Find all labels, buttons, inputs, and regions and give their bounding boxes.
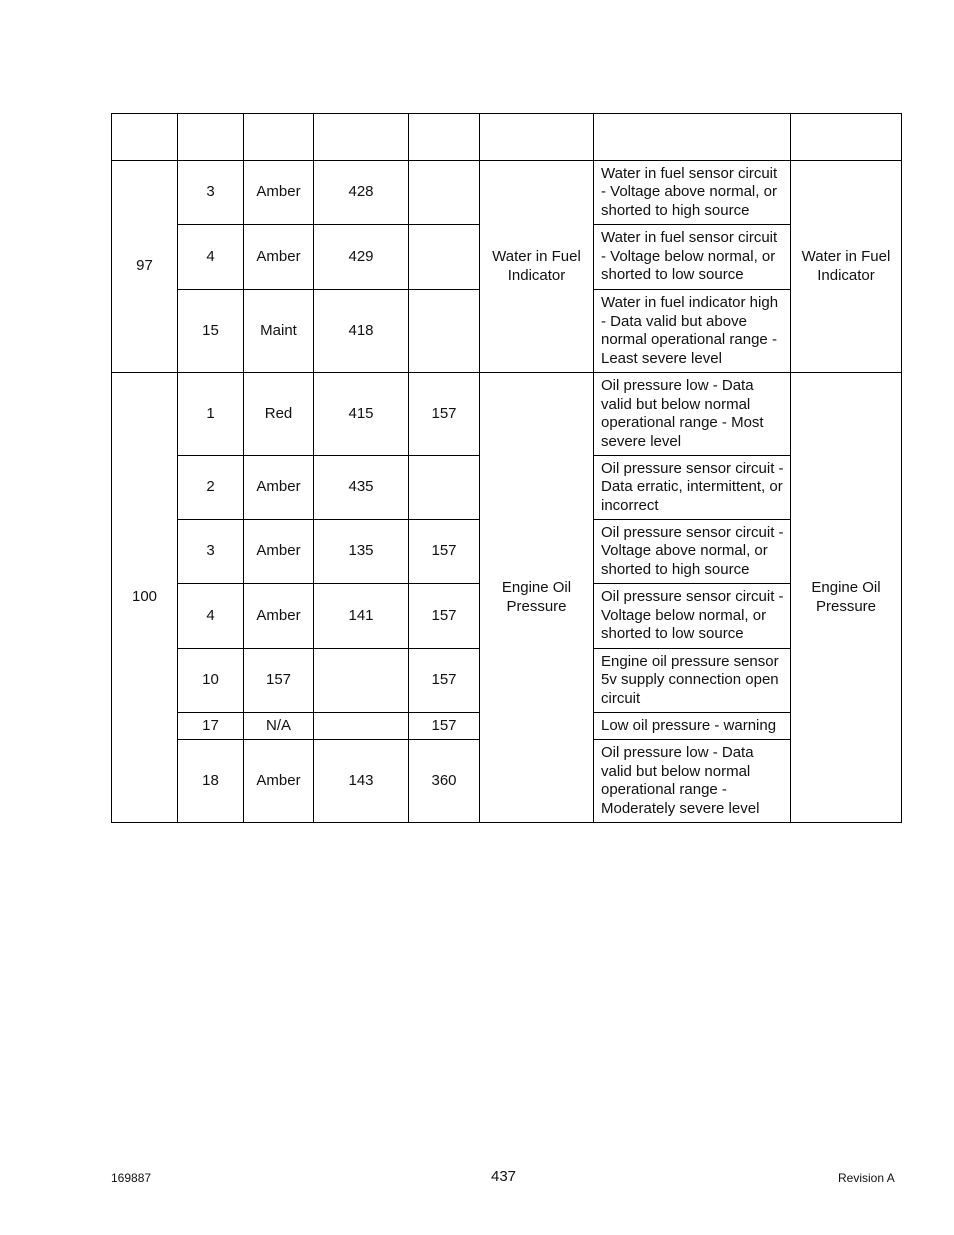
header-cell <box>480 114 594 161</box>
header-cell <box>112 114 178 161</box>
table-header-row <box>112 114 902 161</box>
fmi-cell: 4 <box>178 584 244 649</box>
code-a-cell: 143 <box>314 740 409 823</box>
code-b-cell <box>409 456 480 520</box>
code-a-cell <box>314 713 409 740</box>
header-cell <box>314 114 409 161</box>
lamp-cell: Amber <box>244 161 314 225</box>
table-row <box>112 161 902 225</box>
code-a-cell: 141 <box>314 584 409 649</box>
code-b-cell <box>409 290 480 373</box>
code-a-cell: 429 <box>314 225 409 290</box>
fmi-cell: 17 <box>178 713 244 740</box>
fmi-cell: 10 <box>178 649 244 713</box>
lamp-cell: Amber <box>244 225 314 290</box>
fmi-cell: 4 <box>178 225 244 290</box>
lamp-cell: Amber <box>244 456 314 520</box>
lamp-name-cell: Engine Oil Pressure <box>791 373 902 823</box>
spn-cell: 100 <box>112 373 178 823</box>
description-cell: Oil pressure low - Data valid but below normal operational range - Moderately severe level <box>594 740 791 823</box>
code-a-cell: 435 <box>314 456 409 520</box>
description-cell: Low oil pressure - warning <box>594 713 791 740</box>
fmi-cell: 18 <box>178 740 244 823</box>
component-name-cell: Engine Oil Pressure <box>480 373 594 823</box>
header-cell <box>244 114 314 161</box>
code-a-cell: 135 <box>314 520 409 584</box>
description-cell: Water in fuel indicator high - Data valid but above normal operational range - Least severe level <box>594 290 791 373</box>
code-b-cell <box>409 161 480 225</box>
fmi-cell: 15 <box>178 290 244 373</box>
code-b-cell: 157 <box>409 649 480 713</box>
header-cell <box>791 114 902 161</box>
lamp-cell: N/A <box>244 713 314 740</box>
spn-cell: 97 <box>112 161 178 373</box>
header-cell <box>409 114 480 161</box>
lamp-cell: Amber <box>244 520 314 584</box>
code-b-cell <box>409 225 480 290</box>
description-cell: Oil pressure sensor circuit - Voltage below normal, or shorted to low source <box>594 584 791 649</box>
lamp-cell: Amber <box>244 740 314 823</box>
description-cell: Oil pressure sensor circuit - Data erratic, intermittent, or incorrect <box>594 456 791 520</box>
header-cell <box>594 114 791 161</box>
code-b-cell: 157 <box>409 713 480 740</box>
code-a-cell: 418 <box>314 290 409 373</box>
code-a-cell: 428 <box>314 161 409 225</box>
code-b-cell: 157 <box>409 520 480 584</box>
code-b-cell: 157 <box>409 584 480 649</box>
footer-page-number: 437 <box>491 1168 517 1185</box>
fault-code-table <box>111 113 902 823</box>
code-a-cell: 415 <box>314 373 409 456</box>
lamp-name-cell: Water in Fuel Indicator <box>791 161 902 373</box>
description-cell: Engine oil pressure sensor 5v supply connection open circuit <box>594 649 791 713</box>
fmi-cell: 3 <box>178 161 244 225</box>
lamp-cell: Amber <box>244 584 314 649</box>
header-cell <box>178 114 244 161</box>
fmi-cell: 1 <box>178 373 244 456</box>
lamp-cell: 157 <box>244 649 314 713</box>
code-b-cell: 157 <box>409 373 480 456</box>
description-cell: Water in fuel sensor circuit - Voltage above normal, or shorted to high source <box>594 161 791 225</box>
footer-doc-number: 169887 <box>111 1171 152 1185</box>
component-name-cell: Water in Fuel Indicator <box>480 161 594 373</box>
fmi-cell: 3 <box>178 520 244 584</box>
footer-revision: Revision A <box>838 1171 895 1185</box>
description-cell: Oil pressure low - Data valid but below normal operational range - Most severe level <box>594 373 791 456</box>
description-cell: Oil pressure sensor circuit - Voltage above normal, or shorted to high source <box>594 520 791 584</box>
lamp-cell: Red <box>244 373 314 456</box>
description-cell: Water in fuel sensor circuit - Voltage below normal, or shorted to low source <box>594 225 791 290</box>
fmi-cell: 2 <box>178 456 244 520</box>
table-row <box>112 373 902 456</box>
lamp-cell: Maint <box>244 290 314 373</box>
code-a-cell <box>314 649 409 713</box>
code-b-cell: 360 <box>409 740 480 823</box>
